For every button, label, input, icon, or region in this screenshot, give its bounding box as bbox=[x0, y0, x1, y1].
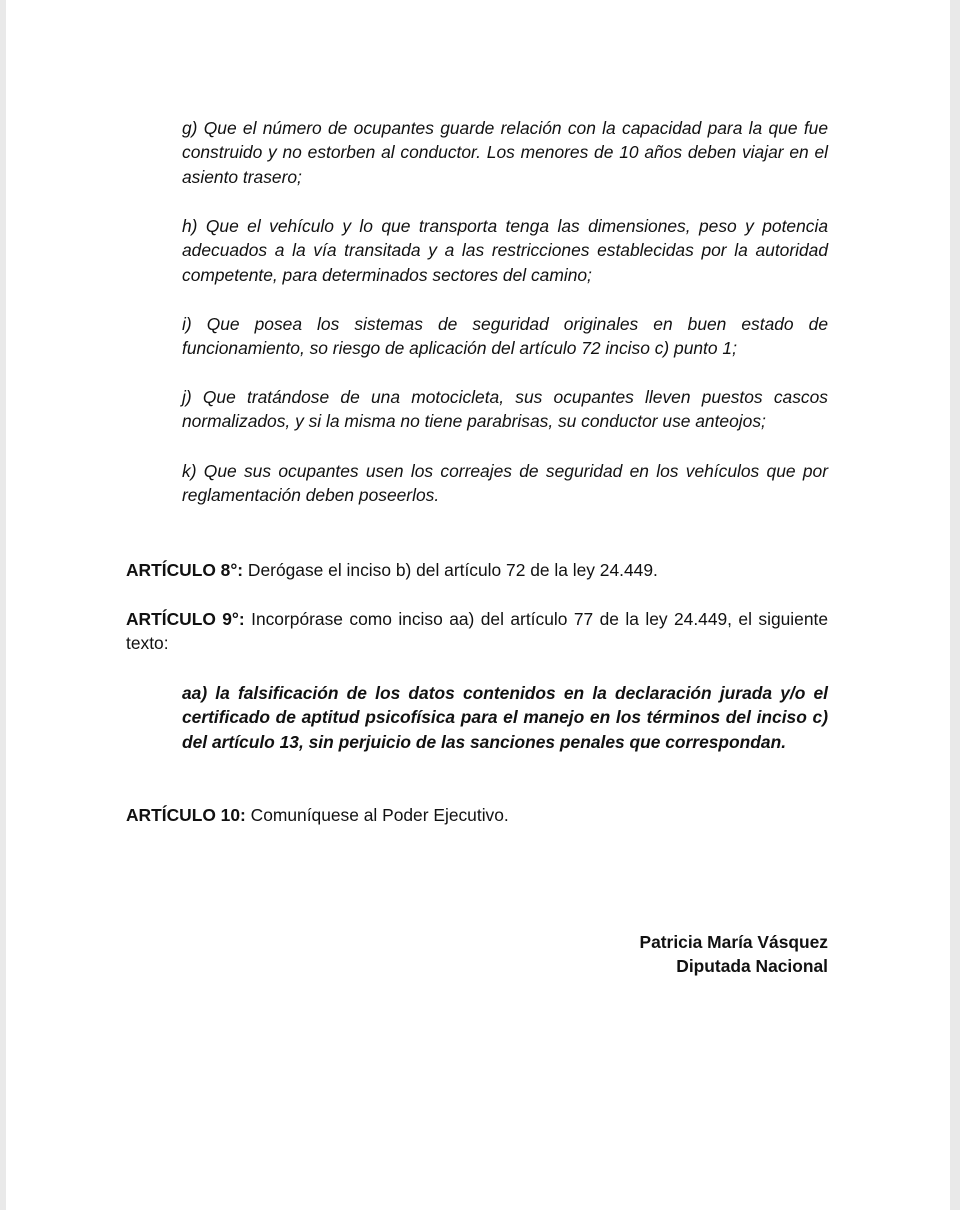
inciso-g: g) Que el número de ocupantes guarde relación con la capacidad para la que fue construido y no estorben al conductor. Los menores de 10 años deben viajar en el asiento trasero; bbox=[182, 118, 828, 187]
inciso-i: i) Que posea los sistemas de seguridad originales en buen estado de funcionamiento, so riesgo de aplicación del artículo 72 inciso c) punto 1; bbox=[182, 314, 828, 359]
inciso-j: j) Que tratándose de una motocicleta, sus ocupantes lleven puestos cascos normalizados, y si la misma no tiene parabrisas, su conductor use anteojos; bbox=[182, 387, 828, 432]
document-page bbox=[6, 0, 950, 1210]
articulo-8 bbox=[126, 558, 828, 582]
signature-title: Diputada Nacional bbox=[676, 956, 828, 976]
articulo-9-text: Incorpórase como inciso aa) del artículo 77 de la ley 24.449, el siguiente texto: bbox=[126, 609, 828, 654]
inciso-k: k) Que sus ocupantes usen los correajes de seguridad en los vehículos que por reglamentación deben poseerlos. bbox=[182, 461, 828, 506]
inciso-h: h) Que el vehículo y lo que transporta tenga las dimensiones, peso y potencia adecuados a la vía transitada y a las restricciones establecidas por la autoridad competente, para determinados sectores del camino; bbox=[182, 216, 828, 285]
articulo-10-label: ARTÍCULO 10: bbox=[126, 805, 246, 825]
articulo-9 bbox=[126, 607, 828, 656]
signature-name: Patricia María Vásquez bbox=[639, 932, 828, 952]
articulo-9-quoted-text: aa) la falsificación de los datos contenidos en la declaración jurada y/o el certificado de aptitud psicofísica para el manejo en los términos del inciso c) del artículo 13, sin perjuicio de las sanciones penales que correspondan. bbox=[182, 683, 828, 752]
articulo-8-label: ARTÍCULO 8°: bbox=[126, 560, 244, 580]
articulo-8-text: Derógase el inciso b) del artículo 72 de la ley 24.449. bbox=[243, 560, 658, 580]
articulo-10-text: Comuníquese al Poder Ejecutivo. bbox=[245, 805, 509, 825]
articulo-10 bbox=[126, 803, 828, 827]
articulo-9-label: ARTÍCULO 9°: bbox=[126, 609, 245, 629]
